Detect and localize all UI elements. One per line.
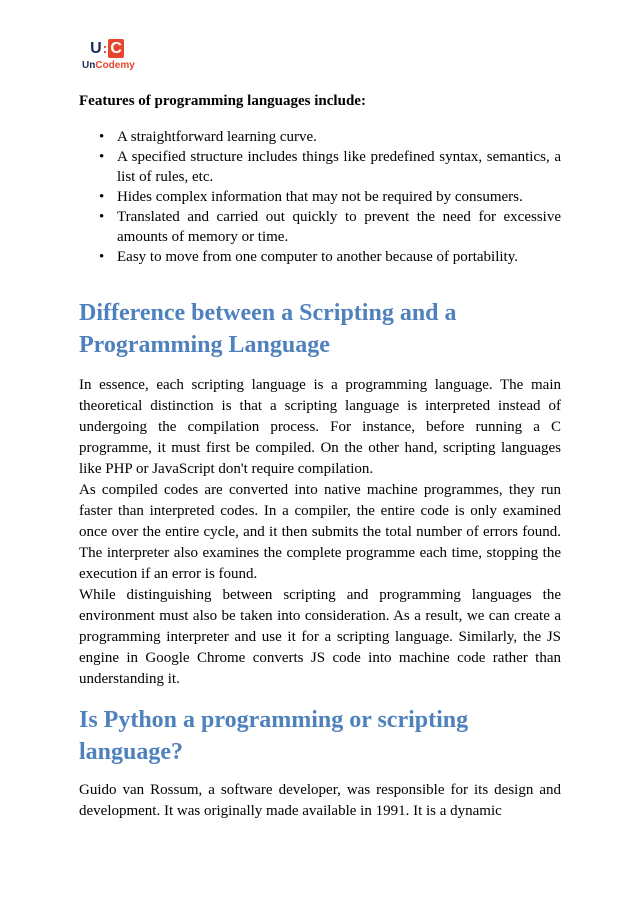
- features-list-item: • Easy to move from one computer to another because of portability.: [117, 247, 561, 267]
- python-paragraph: Guido van Rossum, a software developer, was responsible for its design and development. It was originally made available in 1991. It is a dynamic: [79, 782, 561, 819]
- difference-paragraph: While distinguishing between scripting and programming languages the environment must also be taken into consideration. As a result, we can create a programming interpreter and use it for a scripting language. Similarly, the JS engine in Google Chrome converts JS code into machine code rather than understanding it.: [79, 587, 561, 687]
- logo-wordmark-part1: Un: [82, 60, 96, 71]
- features-list-item: • A straightforward learning curve.: [117, 127, 561, 147]
- features-title: Features of programming languages include:: [79, 93, 366, 109]
- logo-mark-left: U: [90, 40, 102, 57]
- document-body: [79, 91, 561, 822]
- logo-mark-dot: :: [102, 40, 108, 56]
- logo-mark-right: C: [110, 40, 122, 57]
- logo-wordmark-part2: Codemy: [95, 60, 135, 71]
- python-heading: Is Python a programming or scripting language?: [79, 707, 469, 765]
- features-list-item: • A specified structure includes things like predefined syntax, semantics, a list of rules, etc.: [117, 147, 561, 187]
- difference-paragraph: In essence, each scripting language is a programming language. The main theoretical distinction is that a scripting language is interpreted instead of undergoing the compilation process. For instance, before running a C programme, it must first be compiled. On the other hand, scripting languages like PHP or JavaScript don't require compilation.: [79, 377, 561, 477]
- features-list: [79, 127, 561, 267]
- difference-heading: Difference between a Scripting and a Programming Language: [79, 300, 457, 358]
- logo-mark: [92, 38, 122, 59]
- logo-wordmark: [82, 60, 135, 71]
- features-list-item: • Translated and carried out quickly to prevent the need for excessive amounts of memory or time.: [117, 207, 561, 247]
- uncodemy-logo: [80, 38, 144, 74]
- features-list-item: • Hides complex information that may not be required by consumers.: [117, 187, 561, 207]
- difference-paragraph: As compiled codes are converted into native machine programmes, they run faster than interpreted codes. In a compiler, the entire code is only examined once over the entire cycle, and it then submits the total number of errors found. The interpreter also examines the complete programme each time, stopping the execution if an error is found.: [79, 482, 561, 582]
